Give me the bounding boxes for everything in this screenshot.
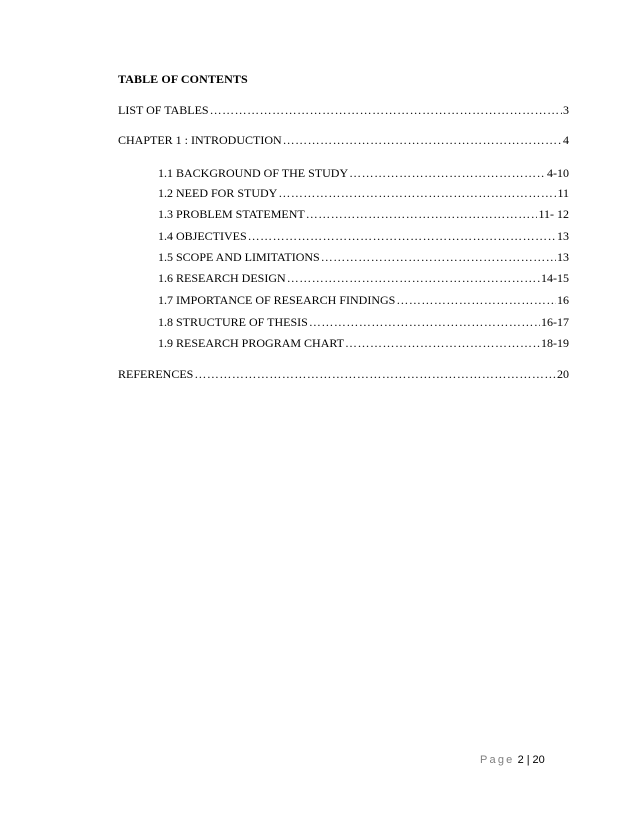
- dot-leader: [287, 270, 540, 286]
- toc-entry-1-2: [158, 185, 569, 201]
- toc-entry-label: 1.3 PROBLEM STATEMENT: [158, 207, 305, 221]
- toc-entry-page: 16-17: [541, 315, 569, 329]
- toc-entry-1-6: [158, 270, 569, 286]
- toc-entry-label: 1.9 RESEARCH PROGRAM CHART: [158, 336, 344, 350]
- dot-leader: [283, 132, 562, 148]
- toc-entry-page: 18-19: [541, 336, 569, 350]
- toc-entry-1-9: [158, 335, 569, 351]
- toc-entry-page: 13: [557, 250, 569, 264]
- toc-entry-list-of-tables: [118, 102, 569, 118]
- footer-separator: |: [526, 754, 530, 766]
- toc-entry-label: 1.5 SCOPE AND LIMITATIONS: [158, 250, 320, 264]
- toc-entry-label: 1.8 STRUCTURE OF THESIS: [158, 315, 308, 329]
- toc-entry-page: 11: [557, 186, 569, 200]
- toc-entry-label: 1.1 BACKGROUND OF THE STUDY: [158, 166, 349, 180]
- toc-entry-1-7: [158, 292, 569, 308]
- footer-current-page: 2: [517, 754, 524, 766]
- toc-entry-1-1: [158, 165, 569, 181]
- toc-entry-label: 1.2 NEED FOR STUDY: [158, 186, 278, 200]
- dot-leader: [396, 292, 556, 308]
- toc-heading: TABLE OF CONTENTS: [118, 72, 248, 86]
- toc-entry-page: 13: [557, 229, 569, 243]
- toc-entry-label: 1.4 OBJECTIVES: [158, 229, 247, 243]
- toc-entry-page: 4: [563, 133, 569, 147]
- dot-leader: [321, 249, 556, 265]
- toc-entry-page: 11- 12: [538, 207, 569, 221]
- dot-leader: [349, 165, 546, 181]
- dot-leader: [306, 206, 538, 222]
- toc-entry-label: CHAPTER 1 : INTRODUCTION: [118, 133, 282, 147]
- dot-leader: [345, 335, 540, 351]
- toc-entry-label: 1.6 RESEARCH DESIGN: [158, 271, 286, 285]
- toc-entry-references: [118, 366, 569, 382]
- dot-leader: [248, 228, 556, 244]
- footer-total-pages: 20: [532, 754, 545, 766]
- toc-entry-1-8: [158, 314, 569, 330]
- toc-entry-label: 1.7 IMPORTANCE OF RESEARCH FINDINGS: [158, 293, 396, 307]
- toc-entry-page: 4-10: [547, 166, 569, 180]
- page-footer: [480, 754, 545, 766]
- toc-entry-page: 20: [557, 367, 569, 381]
- toc-entry-label: REFERENCES: [118, 367, 194, 381]
- toc-entry-chapter-1: [118, 132, 569, 148]
- toc-entry-1-3: [158, 206, 569, 222]
- dot-leader: [194, 366, 556, 382]
- dot-leader: [210, 102, 562, 118]
- toc-entry-label: LIST OF TABLES: [118, 103, 209, 117]
- toc-entry-page: 16: [557, 293, 569, 307]
- toc-entry-1-5: [158, 249, 569, 265]
- dot-leader: [309, 314, 540, 330]
- footer-page-word: Page: [480, 754, 515, 766]
- toc-entry-page: 3: [563, 103, 569, 117]
- toc-entry-page: 14-15: [541, 271, 569, 285]
- dot-leader: [278, 185, 556, 201]
- toc-entry-1-4: [158, 228, 569, 244]
